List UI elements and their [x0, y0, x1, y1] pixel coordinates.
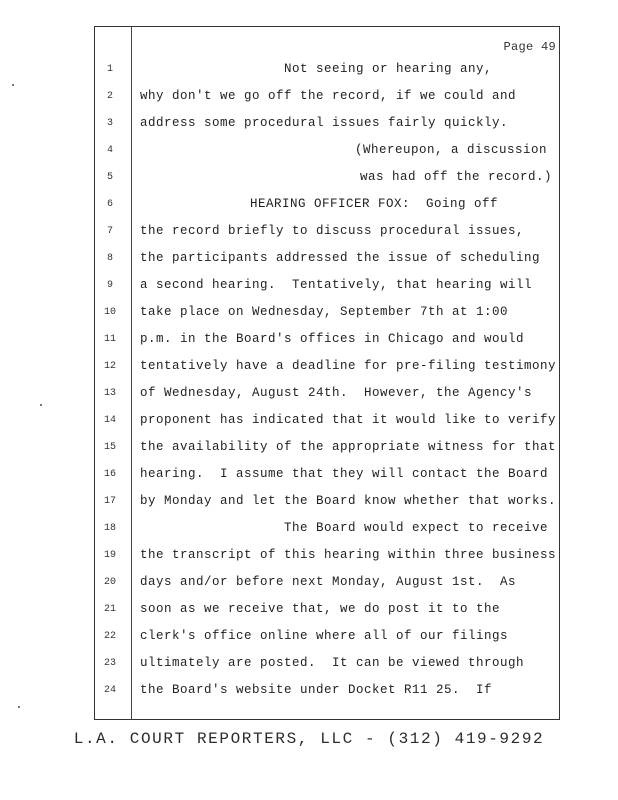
- line-text: take place on Wednesday, September 7th at 1:00: [140, 305, 509, 319]
- transcript-line: [0, 170, 618, 194]
- line-number: 9: [106, 280, 113, 291]
- line-text: why don't we go off the record, if we could and: [140, 89, 517, 103]
- line-number: 24: [103, 685, 116, 696]
- transcript-line: [0, 521, 618, 545]
- scan-speck: [12, 84, 14, 86]
- line-number: 3: [106, 118, 113, 129]
- transcript-line: [0, 251, 618, 275]
- line-number: 12: [103, 361, 116, 372]
- transcript-line: [0, 116, 618, 140]
- transcript-line: [0, 359, 618, 383]
- transcript-line: [0, 413, 618, 437]
- line-text: The Board would expect to receive: [284, 521, 549, 535]
- line-text: days and/or before next Monday, August 1st. As: [140, 575, 517, 589]
- line-number: 5: [106, 172, 113, 183]
- transcript-line: [0, 575, 618, 599]
- transcript-line: [0, 629, 618, 653]
- scan-speck: [40, 404, 42, 406]
- line-number: 10: [103, 307, 116, 318]
- transcript-line: [0, 494, 618, 518]
- line-number: 21: [103, 604, 116, 615]
- transcript-line: [0, 224, 618, 248]
- court-reporter-footer: L.A. COURT REPORTERS, LLC - (312) 419-9292: [73, 730, 545, 748]
- line-text: the Board's website under Docket R11 25. If: [140, 683, 493, 697]
- line-number: 22: [103, 631, 116, 642]
- line-text: address some procedural issues fairly quickly.: [140, 116, 509, 130]
- transcript-line: [0, 89, 618, 113]
- transcript-line: [0, 278, 618, 302]
- page-number: Page 49: [503, 40, 556, 54]
- transcript-line: [0, 197, 618, 221]
- line-text: by Monday and let the Board know whether that works.: [140, 494, 557, 508]
- line-number: 13: [103, 388, 116, 399]
- line-text: was had off the record.): [360, 170, 553, 184]
- transcript-line: [0, 683, 618, 707]
- line-number: 18: [103, 523, 116, 534]
- line-text: of Wednesday, August 24th. However, the Agency's: [140, 386, 533, 400]
- scan-speck: [18, 706, 20, 708]
- transcript-line: [0, 386, 618, 410]
- transcript-line: [0, 305, 618, 329]
- line-text: proponent has indicated that it would like to verify: [140, 413, 557, 427]
- line-text: the transcript of this hearing within three business: [140, 548, 557, 562]
- line-number: 1: [106, 64, 113, 75]
- line-text: tentatively have a deadline for pre-filing testimony: [140, 359, 557, 373]
- line-number: 19: [103, 550, 116, 561]
- line-number: 23: [103, 658, 116, 669]
- line-number: 2: [106, 91, 113, 102]
- line-text: (Whereupon, a discussion: [355, 143, 548, 157]
- line-number: 4: [106, 145, 113, 156]
- transcript-line: [0, 656, 618, 680]
- line-text: clerk's office online where all of our filings: [140, 629, 509, 643]
- line-text: ultimately are posted. It can be viewed through: [140, 656, 525, 670]
- line-text: the record briefly to discuss procedural issues,: [140, 224, 525, 238]
- transcript-line: [0, 332, 618, 356]
- line-number: 14: [103, 415, 116, 426]
- transcript-line: [0, 467, 618, 491]
- line-number: 8: [106, 253, 113, 264]
- transcript-line: [0, 62, 618, 86]
- line-number: 15: [103, 442, 116, 453]
- transcript-line: [0, 143, 618, 167]
- line-text: HEARING OFFICER FOX: Going off: [250, 197, 499, 211]
- line-text: hearing. I assume that they will contact the Board: [140, 467, 549, 481]
- line-text: p.m. in the Board's offices in Chicago and would: [140, 332, 525, 346]
- line-number: 20: [103, 577, 116, 588]
- line-number: 17: [103, 496, 116, 507]
- line-text: soon as we receive that, we do post it to the: [140, 602, 501, 616]
- transcript-line: [0, 602, 618, 626]
- line-text: the participants addressed the issue of scheduling: [140, 251, 541, 265]
- line-number: 6: [106, 199, 113, 210]
- line-number: 11: [103, 334, 116, 345]
- line-number: 7: [106, 226, 113, 237]
- line-number: 16: [103, 469, 116, 480]
- line-text: the availability of the appropriate witness for that: [140, 440, 557, 454]
- transcript-line: [0, 548, 618, 572]
- line-text: a second hearing. Tentatively, that hearing will: [140, 278, 533, 292]
- transcript-line: [0, 440, 618, 464]
- line-text: Not seeing or hearing any,: [284, 62, 493, 76]
